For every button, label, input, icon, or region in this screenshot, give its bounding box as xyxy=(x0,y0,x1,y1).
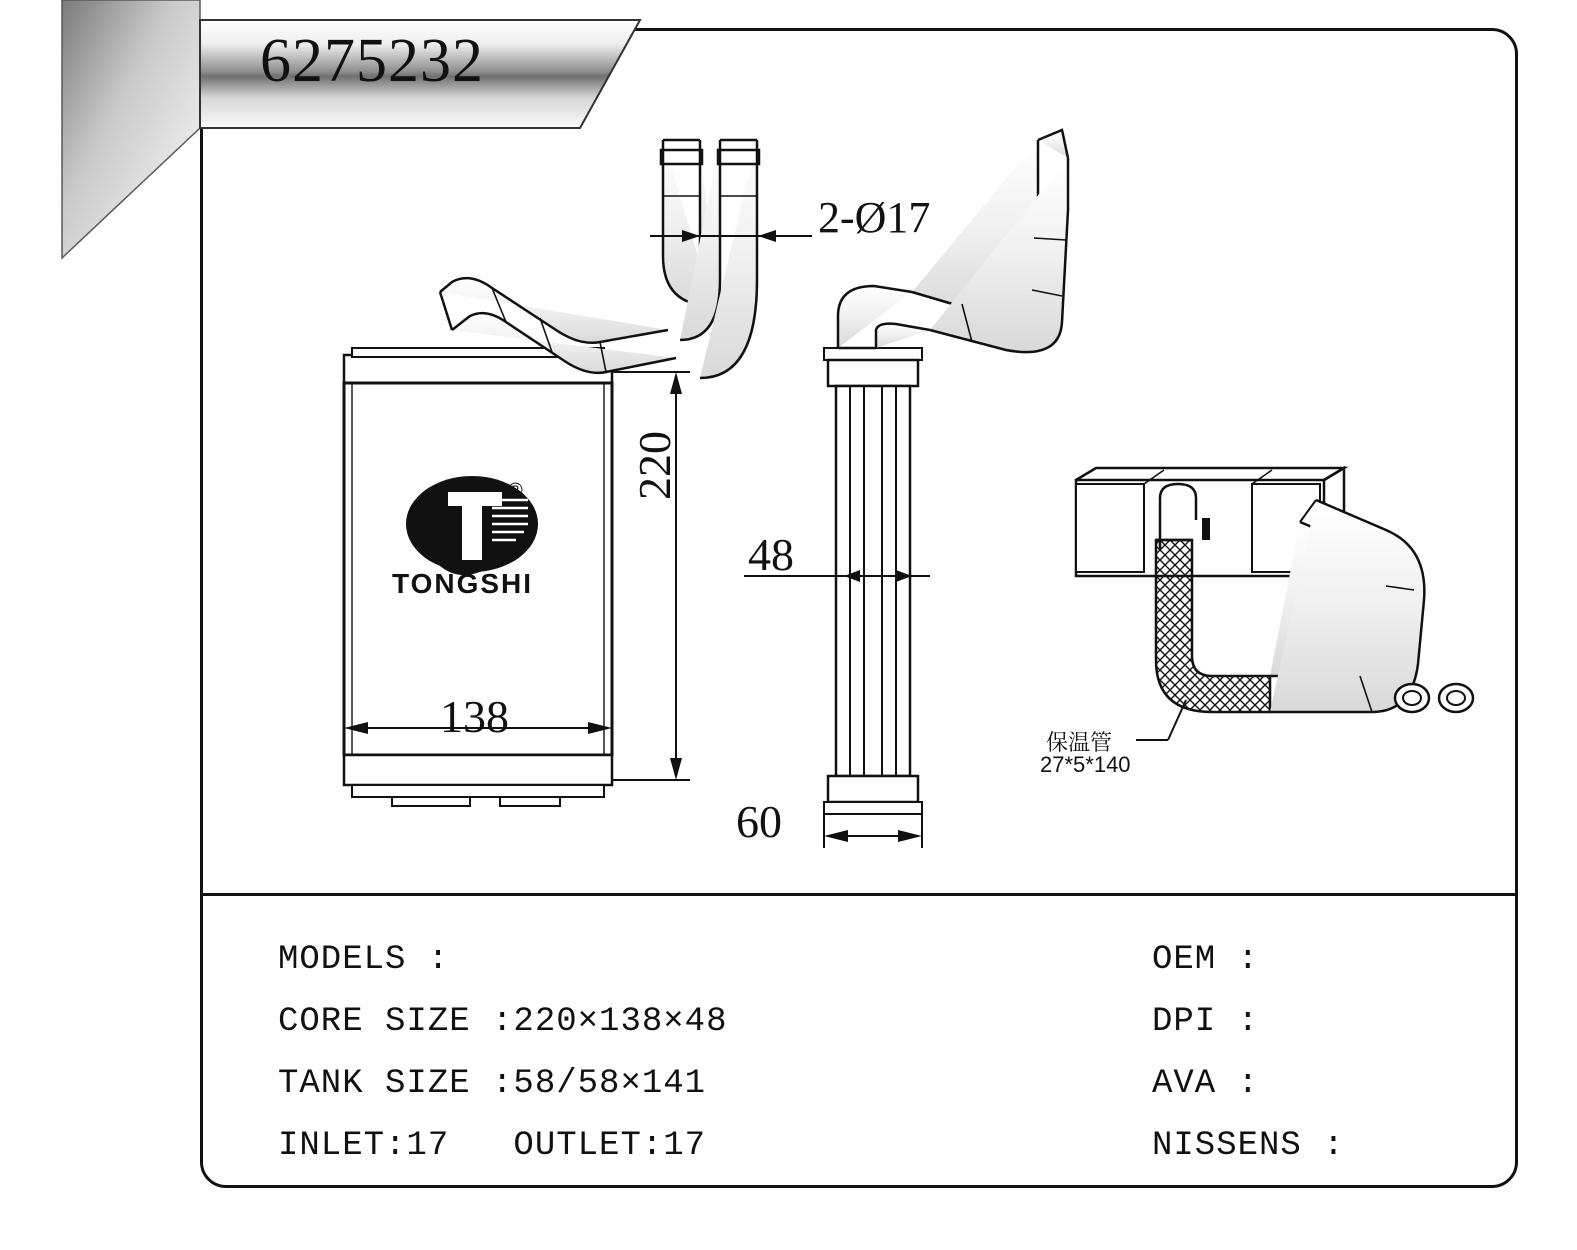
page-title: 6275232 xyxy=(260,27,484,95)
title-banner-wrap xyxy=(62,0,642,128)
dimension-height-label: 220 xyxy=(629,431,680,500)
spec-table-left xyxy=(278,936,1178,1184)
spec-oem: OEM : xyxy=(1152,941,1260,979)
spec-nissens: NISSENS : xyxy=(1152,1127,1345,1165)
spec-dpi: DPI : xyxy=(1152,1003,1260,1041)
spec-table-right xyxy=(1152,936,1482,1184)
brand-name: TONGSHI xyxy=(392,568,534,599)
spec-models: MODELS : xyxy=(278,941,450,979)
dimension-width-label: 138 xyxy=(440,691,509,742)
dimension-depth-label: 48 xyxy=(748,529,794,580)
insulation-note-label: 保温管 xyxy=(1046,731,1113,756)
dimension-tank-depth-label: 60 xyxy=(736,796,782,847)
spec-ava: AVA : xyxy=(1152,1065,1260,1103)
registered-trademark-icon: ® xyxy=(508,480,523,502)
insulation-note-size: 27*5*140 xyxy=(1040,752,1131,777)
spec-divider xyxy=(203,893,1515,896)
spec-core-size: CORE SIZE :220×138×48 xyxy=(278,1003,728,1041)
dimension-ports-label: 2-Ø17 xyxy=(818,193,931,242)
front-view xyxy=(344,140,759,806)
spec-tank-size: TANK SIZE :58/58×141 xyxy=(278,1065,707,1103)
detail-view xyxy=(1076,468,1473,740)
spec-inlet-outlet: INLET:17 OUTLET:17 xyxy=(278,1127,707,1165)
